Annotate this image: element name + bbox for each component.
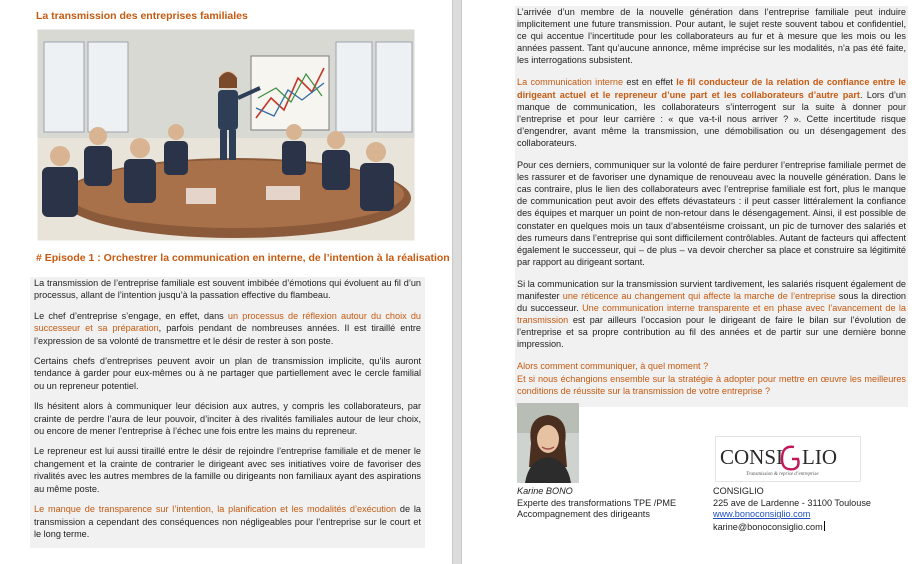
highlight-text: le fil conducteur de la relation de confiance entre le dirigeant actuel et le repreneur d’une part et les collaborateurs d’autre part (517, 77, 906, 100)
paragraph (30, 400, 425, 445)
paragraph-text: de la transmission a cependant des conséquences non négligeables pour l’entreprise sur le court et le long terme. (34, 504, 421, 539)
highlight-text: Le manque de transparence sur l’intention, la planification et les modalités d’exécution (34, 504, 397, 515)
signature-block (517, 486, 676, 521)
highlight-text: La communication interne (517, 77, 624, 88)
signature-name: Karine BONO (517, 486, 573, 496)
paragraph-text: . Lors d’un manque de communication, les collaborateurs s’interrogent sur la suite à donner pour l’entreprise et pour leur carrière : « que va-t-il nous arriver ? ». Cette incertitude risque d’engendrer, avant même la transmission, une démobilisation ou un désengagement des collaborateurs. (517, 89, 907, 148)
question-line (515, 373, 908, 407)
page-separator (452, 0, 462, 564)
company-address: 225 ave de Lardenne - 31100 Toulouse (713, 497, 871, 508)
logo-tagline: Transmission & reprise d’entreprise (746, 472, 819, 477)
paragraph-text: Si la communication sur la transmission survient tardivement, les salariés risquent également de manifester (517, 278, 906, 301)
paragraph-text: est par ailleurs l’occasion pour le dirigeant de faire le bilan sur l’évolution de l’entreprise et sa propre contribution au fil des années et de partir sur une dernière bonne impression. (517, 315, 906, 350)
paragraph-text: L’arrivée d’un membre de la nouvelle génération dans l’entreprise familiale peut induire implicitement une future transmission. Pour autant, le sujet reste souvent tabou et confidentiel, ce qui accentue l’incertitude pour les collaborateurs au fur et à mesure que les mois ou les années passent. Tant qu’aucune annonce, même imprécise sur les modalités, n’a pas été faite, les interrogations subsistent. (517, 7, 906, 66)
paragraph (30, 310, 425, 355)
author-photo (517, 403, 579, 483)
question-text: Alors comment communiquer, à quel moment ? (517, 361, 709, 372)
page-title: La transmission des entreprises familiales (36, 10, 248, 22)
highlight-text: une réticence au changement qui affecte la marche de l’entreprise (562, 290, 836, 301)
signature-role: Experte des transformations TPE /PME (517, 497, 677, 508)
paragraph (515, 6, 908, 76)
paragraph (515, 159, 908, 278)
question-text: Et si nous échangions ensemble sur la stratégie à adopter pour mettre en œuvre les meilleures conditions de réussite sur la transmission de votre entreprise ? (517, 373, 906, 396)
paragraph (30, 445, 425, 503)
svg-text:LIO: LIO (802, 445, 837, 469)
website-link[interactable]: www.bonoconsiglio.com (713, 509, 811, 520)
question-line (515, 360, 908, 372)
signature-role: Accompagnement des dirigeants (517, 509, 650, 520)
document-page-left (0, 0, 452, 564)
highlight-text: Une communication interne transparente et en phase avec l’avancement de la transmission (517, 303, 906, 326)
text-cursor (824, 521, 825, 531)
paragraph-text: Le chef d’entreprise s’engage, en effet, dans (34, 310, 228, 321)
contact-block (713, 486, 871, 533)
meeting-illustration (36, 28, 416, 242)
email-text[interactable]: karine@bonoconsiglio.com (713, 521, 823, 532)
highlight-text: un processus de réflexion autour du choix du successeur et sa préparation (34, 310, 421, 334)
paragraph-text: Certains chefs d’entreprises peuvent avoir un plan de transmission implicite, qu’ils auront tendance à garder pour eux-mêmes ou à ne partager que partiellement avec le cercle familial ou un repreneur potentiel. (34, 356, 421, 391)
paragraph (515, 278, 908, 361)
paragraph-text: sous la direction du successeur. (517, 290, 907, 314)
left-body-text (30, 277, 425, 548)
paragraph (30, 277, 425, 310)
paragraph-text: est en effet (623, 77, 677, 88)
paragraph-text: , parfois pendant de nombreuses années. Il est tiraillé entre l’expression de sa volonté de transmettre et le désir de rester à son poste. (34, 323, 422, 346)
paragraph-text: Ils hésitent alors à communiquer leur décision aux autres, y compris les collaborateurs, par crainte de perdre l’aura de leur pouvoir, d’inciter à des rivalités familiales autour de leur choix, ou encore de mener l’entreprise à l’échec une fois entre les mains du repreneur. (34, 401, 421, 437)
company-name: CONSIGLIO (713, 486, 764, 496)
paragraph (515, 76, 908, 159)
episode-heading: # Episode 1 : Orchestrer la communication en interne, de l’intention à la réalisation (36, 252, 450, 264)
paragraph-text: Le repreneur est lui aussi tiraillé entre le désir de rejoindre l’entreprise familiale et de mener le changement et la crainte de contrarier le dirigeant avec ses initiatives voire de favoriser des rivalités avec les autres membres de la famille ou dirigeants non familiaux ayant des aspirations au même poste. (34, 446, 421, 494)
consiglio-logo (715, 436, 861, 482)
paragraph (30, 503, 425, 548)
svg-text:CONSI: CONSI (720, 445, 784, 469)
paragraph (30, 355, 425, 400)
paragraph-text: Pour ces derniers, communiquer sur la volonté de faire perdurer l’entreprise familiale permet de les rassurer et de favoriser une dynamique de renouveau avec la nouvelle génération. Dans le cas contraire, plus le lien des collaborateurs avec l’entreprise familiale est fort, plus le manque de communication peut avoir des effets dévastateurs : il peut casser littéralement la confiance des équipes et marquer un point de non-retour dans le désengagement. Ainsi, il est possible de constater en quelques mois un taux d’absentéisme croissant, un pic de turnover des salariés et des rumeurs dans l’entreprise qui sont difficilement contrôlables. Autant de facteurs qui affectent également le successeur, qui – de plus – va devoir chercher sa place et construire sa légitimité par rapport au dirigeant sortant. (517, 160, 906, 267)
paragraph-text: La transmission de l’entreprise familiale est souvent imbibée d’émotions qui évoluent au fil d’un processus, allant de l’intention jusqu’à la passation effective du flambeau. (34, 278, 421, 301)
right-body-text (515, 6, 908, 407)
